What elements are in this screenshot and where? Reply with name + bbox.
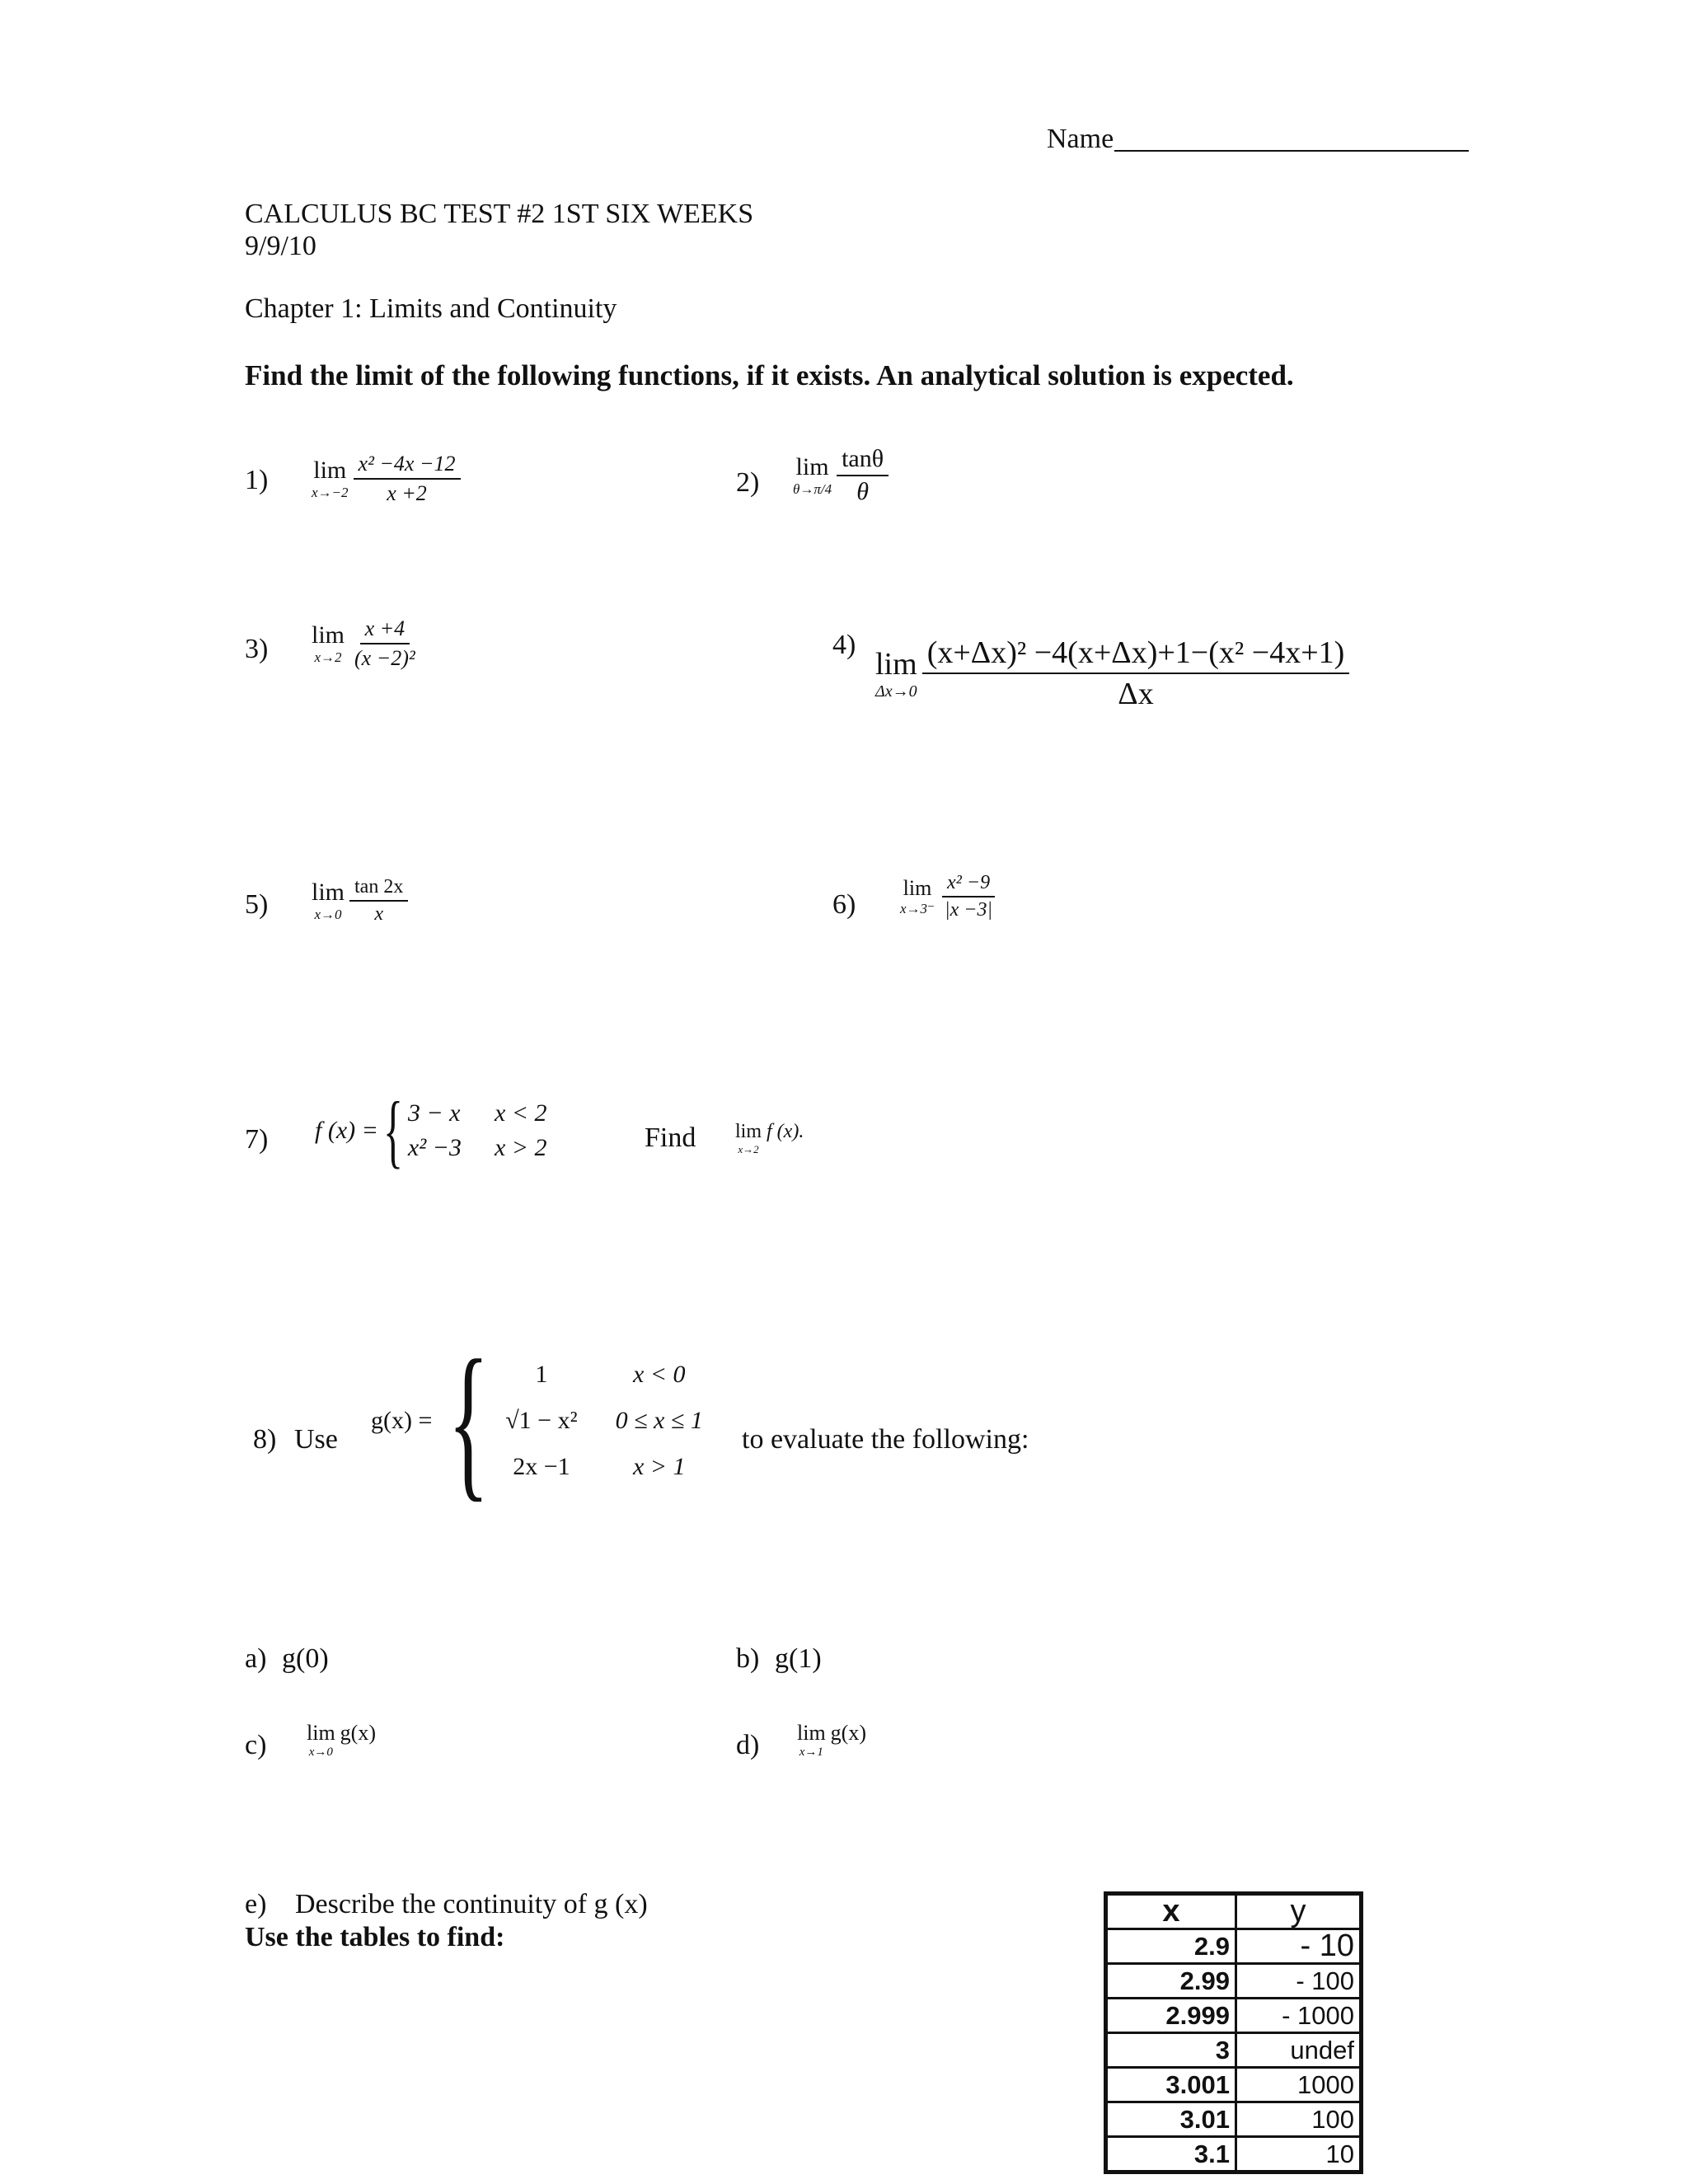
xy-table — [1104, 1891, 1363, 2174]
part-a-expression: g(0) — [282, 1643, 329, 1674]
name-label: Name — [1047, 124, 1114, 154]
problem-2-number: 2) — [736, 467, 760, 498]
chapter-heading: Chapter 1: Limits and Continuity — [245, 293, 617, 324]
problem-7-find-label: Find — [645, 1122, 696, 1153]
problem-6-expression: lim x→3⁻ $\frac{\text{x² −9}}{|x -3|}$ — [900, 872, 997, 921]
problem-5-number: 5) — [245, 889, 269, 920]
table-row: 2.999 - 1000 — [1106, 1999, 1362, 2033]
part-b-expression: g(1) — [775, 1643, 822, 1674]
problem-8-piecewise: g(x) = { 1 x < 0 √1 − x² 0 ≤ x ≤ 1 2x −1 x > 1 — [371, 1325, 703, 1516]
part-d-expression: lim x→1 g(x) — [797, 1721, 866, 1759]
test-date: 9/9/10 — [245, 231, 316, 261]
name-field-line[interactable] — [1114, 150, 1469, 152]
part-b-label: b) — [736, 1643, 760, 1674]
problem-8-tail: to evaluate the following: — [742, 1424, 1029, 1455]
instructions: Find the limit of the following functions, if it exists. An analytical solution is expected. — [245, 359, 1294, 391]
problem-4-number: 4) — [832, 630, 856, 660]
problem-5-expression: lim x→0 $\frac{\tan 2x}{x}$ — [312, 876, 408, 926]
problem-7-find-limit: lim x→2 f (x). — [735, 1121, 804, 1155]
problem-8-number: 8) — [253, 1424, 277, 1455]
part-c-expression: lim x→0 g(x) — [307, 1721, 376, 1759]
table-row: 2.99 - 100 — [1106, 1964, 1362, 1999]
problem-3-number: 3) — [245, 634, 269, 664]
table-row: 3.01 100 — [1106, 2102, 1362, 2137]
table-row: 2.9 - 10 — [1106, 1929, 1362, 1964]
test-title: CALCULUS BC TEST #2 1ST SIX WEEKS — [245, 199, 754, 229]
part-e-label: e) — [245, 1889, 267, 1919]
problem-3-expression: lim x→2 $\frac{x +4}{\text{(x −2)²}}$ — [312, 616, 415, 670]
problem-7-number: 7) — [245, 1124, 269, 1155]
part-c-label: c) — [245, 1730, 267, 1760]
table-row: 3 undef — [1106, 2033, 1362, 2068]
table-row: 3.001 1000 — [1106, 2068, 1362, 2102]
table-header-y: y — [1236, 1894, 1362, 1929]
part-d-label: d) — [736, 1730, 760, 1760]
problem-1-expression: lim x→−2 $\frac{\text{x² −4x −12}}{x +2}$ — [312, 452, 461, 506]
table-header-x: x — [1106, 1894, 1236, 1929]
part-a-label: a) — [245, 1643, 267, 1674]
problem-6-number: 6) — [832, 889, 856, 920]
problem-8-use-label: Use — [294, 1424, 338, 1455]
tables-heading: Use the tables to find: — [245, 1922, 505, 1952]
part-e-text: Describe the continuity of g (x) — [295, 1889, 648, 1919]
table-row: 3.1 10 — [1106, 2137, 1362, 2172]
problem-2-expression: lim θ→π/4 $\frac{\tan\theta}{\theta}$ — [793, 445, 889, 506]
problem-4-expression: lim Δx→0 $\frac{\text{(x+Δx)² −4(x+Δx)+1−(x² −4x+1)}}{\Delta x}$ — [875, 635, 1349, 712]
problem-7-piecewise: f (x) = { 3 − x x < 2 x² −3 x > 2 — [315, 1085, 547, 1176]
problem-1-number: 1) — [245, 465, 269, 495]
